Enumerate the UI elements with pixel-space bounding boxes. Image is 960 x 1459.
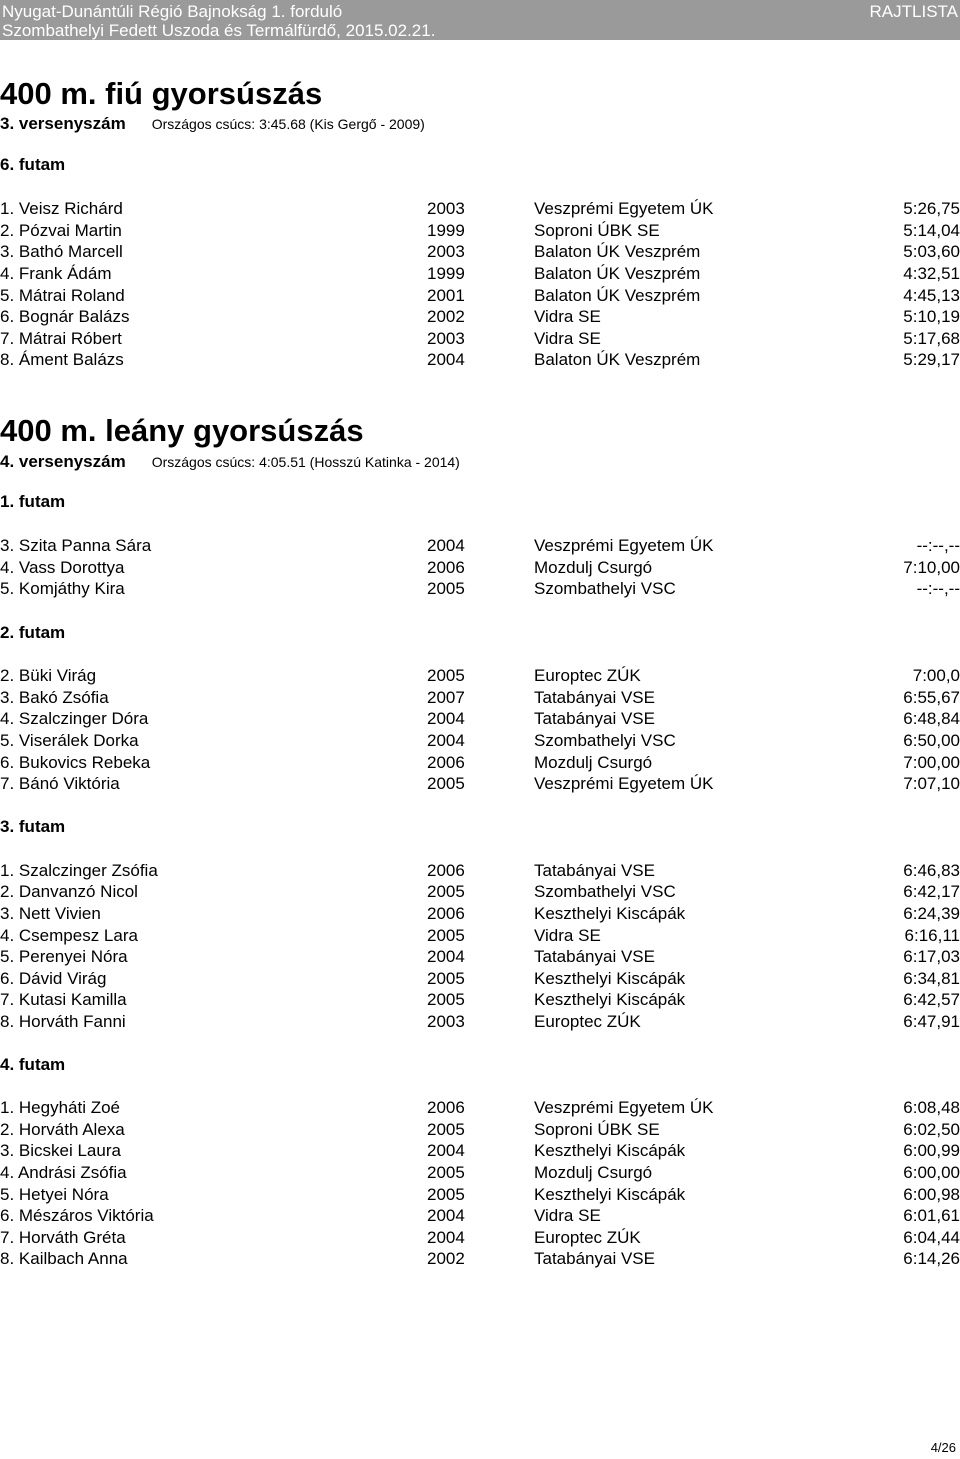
entry-time: 6:24,39 bbox=[903, 904, 960, 923]
table-row bbox=[0, 242, 960, 263]
birth-year: 2006 bbox=[427, 753, 465, 772]
birth-year: 2007 bbox=[427, 688, 465, 707]
entry-time: 6:16,11 bbox=[904, 926, 960, 945]
table-row bbox=[0, 536, 960, 557]
club-name: Vidra SE bbox=[534, 329, 601, 348]
swimmer-name: 8. Áment Balázs bbox=[0, 350, 124, 369]
table-row bbox=[0, 969, 960, 990]
swimmer-name: 5. Perenyei Nóra bbox=[0, 947, 128, 966]
table-row bbox=[0, 1098, 960, 1119]
table-row bbox=[0, 861, 960, 882]
entry-time: 5:26,75 bbox=[903, 199, 960, 218]
club-name: Keszthelyi Kiscápák bbox=[534, 904, 686, 923]
birth-year: 2004 bbox=[427, 947, 465, 966]
entry-time: 6:00,00 bbox=[903, 1163, 960, 1182]
page-header bbox=[0, 0, 960, 40]
club-name: Veszprémi Egyetem ÚK bbox=[534, 1098, 714, 1117]
birth-year: 2003 bbox=[427, 1012, 465, 1031]
table-row bbox=[0, 307, 960, 328]
swimmer-name: 1. Veisz Richárd bbox=[0, 199, 123, 218]
club-name: Balaton ÚK Veszprém bbox=[534, 350, 701, 369]
entry-time: --:--,-- bbox=[916, 536, 960, 555]
birth-year: 2005 bbox=[427, 666, 465, 685]
birth-year: 2004 bbox=[427, 1206, 465, 1225]
table-row bbox=[0, 1228, 960, 1249]
table-row bbox=[0, 1120, 960, 1141]
club-name: Veszprémi Egyetem ÚK bbox=[534, 199, 714, 218]
birth-year: 2005 bbox=[427, 882, 465, 901]
table-row bbox=[0, 666, 960, 687]
birth-year: 2003 bbox=[427, 199, 465, 218]
table-row bbox=[0, 731, 960, 752]
heat-title: 4. futam bbox=[0, 1055, 66, 1074]
entry-time: 6:34,81 bbox=[903, 969, 960, 988]
birth-year: 2004 bbox=[427, 536, 465, 555]
club-name: Szombathelyi VSC bbox=[534, 579, 676, 598]
birth-year: 2006 bbox=[427, 558, 465, 577]
birth-year: 2004 bbox=[427, 1141, 465, 1160]
table-row bbox=[0, 947, 960, 968]
birth-year: 2006 bbox=[427, 861, 465, 880]
table-row bbox=[0, 1249, 960, 1270]
swimmer-name: 1. Hegyháti Zoé bbox=[0, 1098, 121, 1117]
club-name: Soproni ÚBK SE bbox=[534, 1120, 660, 1139]
club-name: Keszthelyi Kiscápák bbox=[534, 969, 686, 988]
birth-year: 2005 bbox=[427, 774, 465, 793]
swimmer-name: 4. Szalczinger Dóra bbox=[0, 709, 149, 728]
swimmer-name: 3. Bakó Zsófia bbox=[0, 688, 109, 707]
birth-year: 2005 bbox=[427, 1163, 465, 1182]
entry-time: --:--,-- bbox=[916, 579, 960, 598]
club-name: Szombathelyi VSC bbox=[534, 882, 676, 901]
event-subtitle bbox=[0, 452, 460, 472]
swimmer-name: 3. Bathó Marcell bbox=[0, 242, 123, 261]
swimmer-name: 5. Komjáthy Kira bbox=[0, 579, 125, 598]
swimmer-name: 3. Bicskei Laura bbox=[0, 1141, 121, 1160]
swimmer-name: 1. Szalczinger Zsófia bbox=[0, 861, 158, 880]
table-row bbox=[0, 264, 960, 285]
table-row bbox=[0, 904, 960, 925]
table-row bbox=[0, 1012, 960, 1033]
club-name: Veszprémi Egyetem ÚK bbox=[534, 536, 714, 555]
swimmer-name: 6. Mészáros Viktória bbox=[0, 1206, 154, 1225]
entry-time: 6:01,61 bbox=[903, 1206, 960, 1225]
table-row bbox=[0, 350, 960, 371]
club-name: Vidra SE bbox=[534, 926, 601, 945]
swimmer-name: 7. Horváth Gréta bbox=[0, 1228, 126, 1247]
club-name: Vidra SE bbox=[534, 1206, 601, 1225]
event-title: 400 m. fiú gyorsúszás bbox=[0, 76, 323, 111]
swimmer-name: 5. Hetyei Nóra bbox=[0, 1185, 109, 1204]
swimmer-name: 2. Horváth Alexa bbox=[0, 1120, 125, 1139]
birth-year: 2006 bbox=[427, 1098, 465, 1117]
birth-year: 2002 bbox=[427, 307, 465, 326]
swimmer-name: 3. Nett Vivien bbox=[0, 904, 101, 923]
birth-year: 2001 bbox=[427, 286, 465, 305]
birth-year: 2004 bbox=[427, 350, 465, 369]
entry-time: 7:00,00 bbox=[903, 753, 960, 772]
entry-time: 6:00,98 bbox=[903, 1185, 960, 1204]
heat-title: 6. futam bbox=[0, 155, 66, 174]
club-name: Europtec ZÚK bbox=[534, 1228, 641, 1247]
event-subtitle bbox=[0, 114, 425, 134]
swimmer-name: 8. Kailbach Anna bbox=[0, 1249, 128, 1268]
page-number: 4/26 bbox=[930, 1440, 956, 1455]
table-row bbox=[0, 926, 960, 947]
birth-year: 2004 bbox=[427, 1228, 465, 1247]
swimmer-name: 6. Bognár Balázs bbox=[0, 307, 130, 326]
swimmer-name: 7. Kutasi Kamilla bbox=[0, 990, 127, 1009]
table-row bbox=[0, 1185, 960, 1206]
entry-time: 5:17,68 bbox=[903, 329, 960, 348]
birth-year: 2002 bbox=[427, 1249, 465, 1268]
swimmer-name: 6. Dávid Virág bbox=[0, 969, 107, 988]
birth-year: 2005 bbox=[427, 969, 465, 988]
table-row bbox=[0, 558, 960, 579]
birth-year: 2004 bbox=[427, 709, 465, 728]
swimmer-name: 6. Bukovics Rebeka bbox=[0, 753, 151, 772]
swimmer-name: 4. Vass Dorottya bbox=[0, 558, 125, 577]
club-name: Tatabányai VSE bbox=[534, 709, 655, 728]
club-name: Vidra SE bbox=[534, 307, 601, 326]
birth-year: 2005 bbox=[427, 1185, 465, 1204]
document-type: RAJTLISTA bbox=[869, 2, 958, 21]
entry-time: 6:08,48 bbox=[903, 1098, 960, 1117]
entry-time: 7:00,0 bbox=[912, 666, 960, 685]
heat-title: 1. futam bbox=[0, 492, 66, 511]
table-row bbox=[0, 1163, 960, 1184]
birth-year: 2005 bbox=[427, 990, 465, 1009]
swimmer-name: 4. Andrási Zsófia bbox=[0, 1163, 127, 1182]
entry-time: 4:32,51 bbox=[903, 264, 960, 283]
swimmer-name: 4. Csempesz Lara bbox=[0, 926, 138, 945]
birth-year: 2005 bbox=[427, 1120, 465, 1139]
swimmer-name: 8. Horváth Fanni bbox=[0, 1012, 126, 1031]
venue-date: Szombathelyi Fedett Uszoda és Termálfürdő, 2015.02.21. bbox=[2, 21, 436, 40]
club-name: Keszthelyi Kiscápák bbox=[534, 1185, 686, 1204]
entry-time: 6:48,84 bbox=[903, 709, 960, 728]
entry-time: 6:00,99 bbox=[903, 1141, 960, 1160]
entry-time: 6:42,17 bbox=[903, 882, 960, 901]
birth-year: 1999 bbox=[427, 264, 465, 283]
heat-title: 3. futam bbox=[0, 817, 66, 836]
event-title: 400 m. leány gyorsúszás bbox=[0, 413, 364, 448]
table-row bbox=[0, 709, 960, 730]
entry-time: 5:10,19 bbox=[903, 307, 960, 326]
table-row bbox=[0, 882, 960, 903]
club-name: Europtec ZÚK bbox=[534, 1012, 641, 1031]
event-number: 3. versenyszám bbox=[0, 114, 126, 133]
club-name: Balaton ÚK Veszprém bbox=[534, 286, 701, 305]
heat-title: 2. futam bbox=[0, 623, 66, 642]
swimmer-name: 5. Viserálek Dorka bbox=[0, 731, 139, 750]
birth-year: 2003 bbox=[427, 242, 465, 261]
table-row bbox=[0, 1141, 960, 1162]
birth-year: 2004 bbox=[427, 731, 465, 750]
entry-time: 5:29,17 bbox=[903, 350, 960, 369]
entry-time: 6:55,67 bbox=[903, 688, 960, 707]
entry-time: 5:14,04 bbox=[903, 221, 960, 240]
club-name: Tatabányai VSE bbox=[534, 947, 655, 966]
club-name: Szombathelyi VSC bbox=[534, 731, 676, 750]
club-name: Soproni ÚBK SE bbox=[534, 221, 660, 240]
club-name: Keszthelyi Kiscápák bbox=[534, 990, 686, 1009]
entry-time: 6:02,50 bbox=[903, 1120, 960, 1139]
entry-time: 7:07,10 bbox=[903, 774, 960, 793]
birth-year: 2003 bbox=[427, 329, 465, 348]
swimmer-name: 2. Büki Virág bbox=[0, 666, 97, 685]
table-row bbox=[0, 199, 960, 220]
entry-time: 5:03,60 bbox=[903, 242, 960, 261]
birth-year: 2005 bbox=[427, 926, 465, 945]
entry-time: 6:17,03 bbox=[903, 947, 960, 966]
swimmer-name: 4. Frank Ádám bbox=[0, 264, 112, 283]
entry-time: 6:50,00 bbox=[903, 731, 960, 750]
swimmer-name: 7. Mátrai Róbert bbox=[0, 329, 122, 348]
table-row bbox=[0, 1206, 960, 1227]
table-row bbox=[0, 329, 960, 350]
entry-time: 6:47,91 bbox=[903, 1012, 960, 1031]
club-name: Tatabányai VSE bbox=[534, 861, 655, 880]
swimmer-name: 7. Bánó Viktória bbox=[0, 774, 120, 793]
club-name: Keszthelyi Kiscápák bbox=[534, 1141, 686, 1160]
club-name: Balaton ÚK Veszprém bbox=[534, 242, 701, 261]
birth-year: 2006 bbox=[427, 904, 465, 923]
club-name: Balaton ÚK Veszprém bbox=[534, 264, 701, 283]
swimmer-name: 2. Danvanzó Nicol bbox=[0, 882, 138, 901]
entry-time: 7:10,00 bbox=[903, 558, 960, 577]
entry-time: 4:45,13 bbox=[903, 286, 960, 305]
club-name: Veszprémi Egyetem ÚK bbox=[534, 774, 714, 793]
entry-time: 6:46,83 bbox=[903, 861, 960, 880]
swimmer-name: 3. Szita Panna Sára bbox=[0, 536, 152, 555]
table-row bbox=[0, 774, 960, 795]
birth-year: 2005 bbox=[427, 579, 465, 598]
competition-title: Nyugat-Dunántúli Régió Bajnokság 1. forduló bbox=[2, 2, 343, 21]
table-row bbox=[0, 688, 960, 709]
entry-time: 6:42,57 bbox=[903, 990, 960, 1009]
club-name: Tatabányai VSE bbox=[534, 1249, 655, 1268]
club-name: Mozdulj Csurgó bbox=[534, 1163, 653, 1182]
table-row bbox=[0, 753, 960, 774]
swimmer-name: 5. Mátrai Roland bbox=[0, 286, 125, 305]
table-row bbox=[0, 221, 960, 242]
club-name: Mozdulj Csurgó bbox=[534, 558, 653, 577]
entry-time: 6:04,44 bbox=[903, 1228, 960, 1247]
entry-time: 6:14,26 bbox=[903, 1249, 960, 1268]
national-record: Országos csúcs: 3:45.68 (Kis Gergő - 2009) bbox=[151, 116, 425, 132]
table-row bbox=[0, 286, 960, 307]
birth-year: 1999 bbox=[427, 221, 465, 240]
table-row bbox=[0, 990, 960, 1011]
club-name: Europtec ZÚK bbox=[534, 666, 641, 685]
swimmer-name: 2. Pózvai Martin bbox=[0, 221, 122, 240]
national-record: Országos csúcs: 4:05.51 (Hosszú Katinka - 2014) bbox=[151, 454, 460, 470]
event-number: 4. versenyszám bbox=[0, 452, 126, 471]
table-row bbox=[0, 579, 960, 600]
club-name: Mozdulj Csurgó bbox=[534, 753, 653, 772]
club-name: Tatabányai VSE bbox=[534, 688, 655, 707]
